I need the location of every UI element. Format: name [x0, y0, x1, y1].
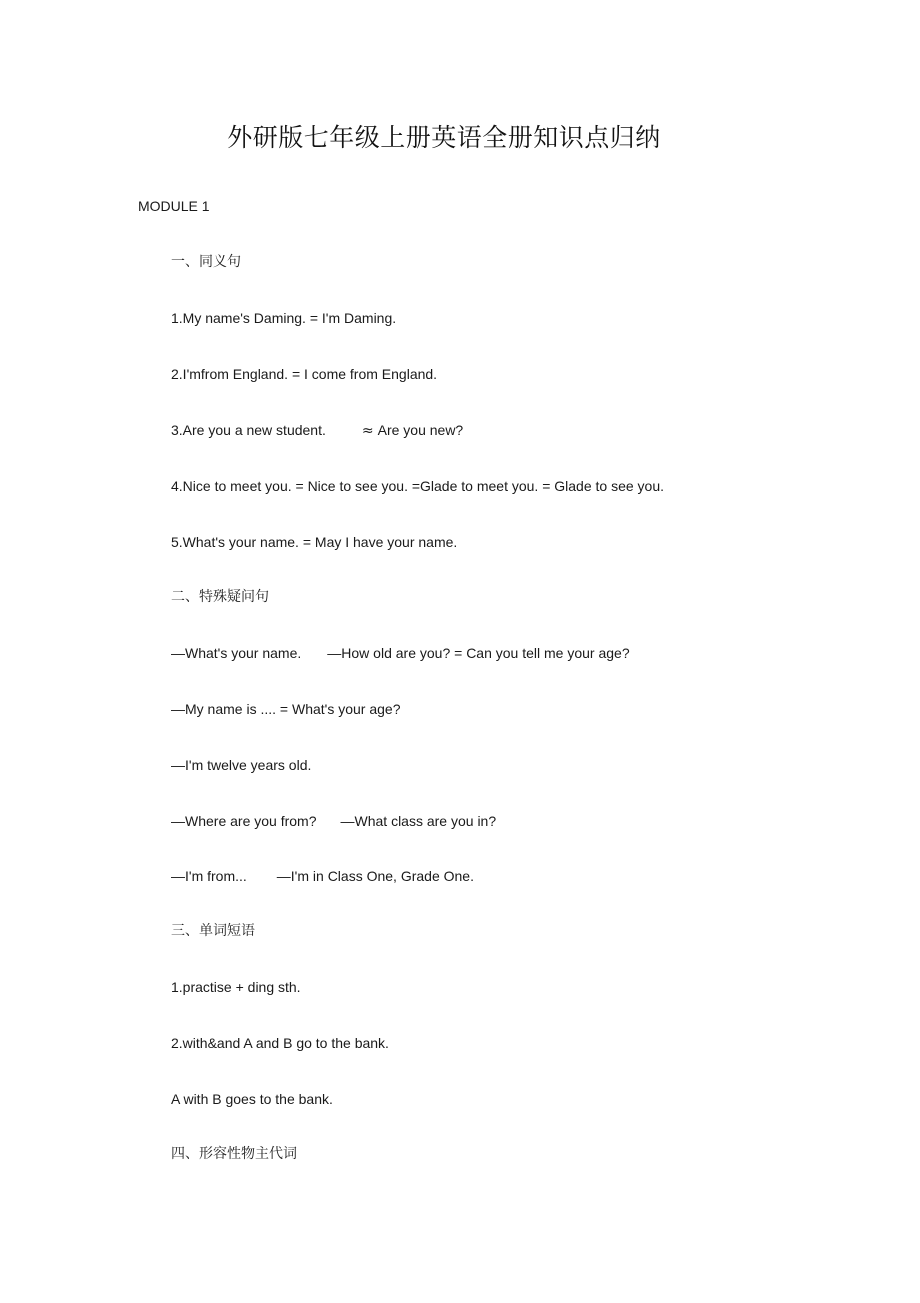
- dialogue-text: —What class are you in?: [340, 813, 497, 829]
- list-item: A with B goes to the bank.: [171, 1091, 333, 1107]
- list-item: [171, 420, 463, 441]
- list-item-text: 3.Are you a new student.: [171, 422, 326, 438]
- approx-symbol: ≈: [361, 423, 374, 439]
- section-heading-phrases: 三、单词短语: [171, 923, 255, 939]
- dialogue-text: —Where are you from?: [171, 813, 317, 829]
- dialogue-row: [171, 811, 496, 831]
- section-heading-possessives: 四、形容性物主代词: [171, 1146, 297, 1162]
- document-title: 外研版七年级上册英语全册知识点归纳: [227, 123, 661, 152]
- list-item: 4.Nice to meet you. = Nice to see you. =Glade to meet you. = Glade to see you.: [171, 478, 665, 494]
- dialogue-row: [171, 699, 400, 719]
- dialogue-text: —How old are you? = Can you tell me your age?: [327, 645, 630, 661]
- dialogue-text: —I'm twelve years old.: [171, 757, 312, 773]
- module-label: MODULE 1: [138, 198, 210, 214]
- list-item: 2.with&and A and B go to the bank.: [171, 1035, 389, 1051]
- dialogue-row: [171, 643, 630, 663]
- dialogue-row: [171, 866, 474, 886]
- list-item: 1.My name's Daming. = I'm Daming.: [171, 310, 397, 326]
- list-item: 2.I'mfrom England. = I come from England.: [171, 366, 438, 382]
- dialogue-text: —I'm in Class One, Grade One.: [276, 868, 474, 884]
- dialogue-text: —My name is .... = What's your age?: [171, 701, 401, 717]
- dialogue-row: [171, 755, 311, 775]
- section-heading-synonyms: 一、同义句: [171, 254, 241, 270]
- section-heading-questions: 二、特殊疑问句: [171, 589, 269, 605]
- dialogue-text: —I'm from...: [171, 868, 247, 884]
- list-item-text: Are you new?: [377, 422, 464, 438]
- list-item: 1.practise + ding sth.: [171, 979, 301, 995]
- dialogue-text: —What's your name.: [171, 645, 302, 661]
- list-item: 5.What's your name. = May I have your name.: [171, 534, 458, 550]
